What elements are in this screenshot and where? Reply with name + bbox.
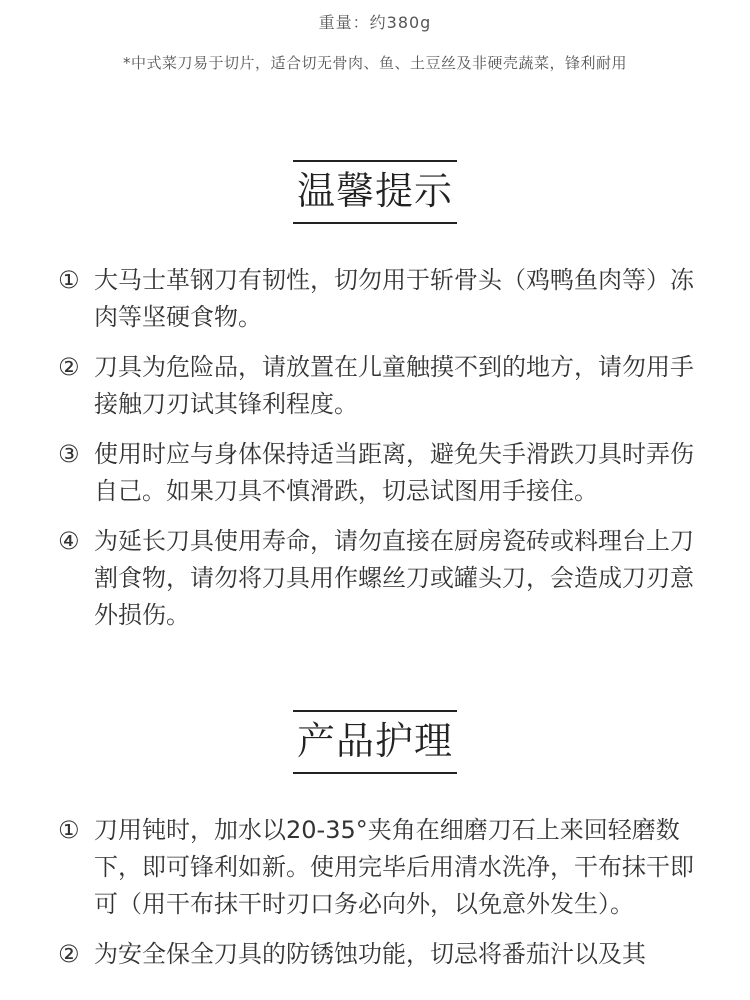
tip-item bbox=[58, 436, 708, 510]
care-item bbox=[58, 936, 708, 973]
item-text: 大马士革钢刀有韧性，切勿用于斩骨头（鸡鸭鱼肉等）冻肉等坚硬食物。 bbox=[94, 266, 694, 331]
weight-spec: 重量：约380g bbox=[318, 13, 432, 32]
item-text: 使用时应与身体保持适当距离，避免失手滑跌刀具时弄伤自己。如果刀具不慎滑跌，切忌试图用手接住。 bbox=[94, 440, 694, 505]
usage-note: *中式菜刀易于切片，适合切无骨肉、鱼、土豆丝及非硬壳蔬菜，锋利耐用 bbox=[122, 54, 627, 72]
item-text: 刀用钝时，加水以20-35°夹角在细磨刀石上来回轻磨数下，即可锋利如新。使用完毕后用清水洗净，干布抹干即可（用干布抹干时刃口务必向外，以免意外发生）。 bbox=[94, 816, 694, 918]
item-number: ③ bbox=[58, 440, 80, 468]
item-text: 为延长刀具使用寿命，请勿直接在厨房瓷砖或料理台上刀割食物，请勿将刀具用作螺丝刀或罐头刀，会造成刀刃意外损伤。 bbox=[94, 527, 694, 629]
item-number: ① bbox=[58, 266, 80, 294]
item-number: ② bbox=[58, 940, 80, 968]
item-text: 刀具为危险品，请放置在儿童触摸不到的地方，请勿用手接触刀刃试其锋利程度。 bbox=[94, 353, 694, 418]
care-item bbox=[58, 812, 708, 923]
item-number: ④ bbox=[58, 527, 80, 555]
care-heading bbox=[0, 710, 750, 774]
item-number: ② bbox=[58, 353, 80, 381]
tip-item bbox=[58, 349, 708, 423]
item-number: ① bbox=[58, 816, 80, 844]
tips-heading bbox=[0, 160, 750, 224]
tips-title: 温馨提示 bbox=[293, 160, 457, 224]
care-list bbox=[58, 812, 708, 986]
item-text: 为安全保全刀具的防锈蚀功能，切忌将番茄汁以及其 bbox=[94, 940, 646, 968]
tip-item bbox=[58, 523, 708, 634]
tips-list bbox=[58, 262, 708, 647]
care-title: 产品护理 bbox=[293, 710, 457, 774]
tip-item bbox=[58, 262, 708, 336]
